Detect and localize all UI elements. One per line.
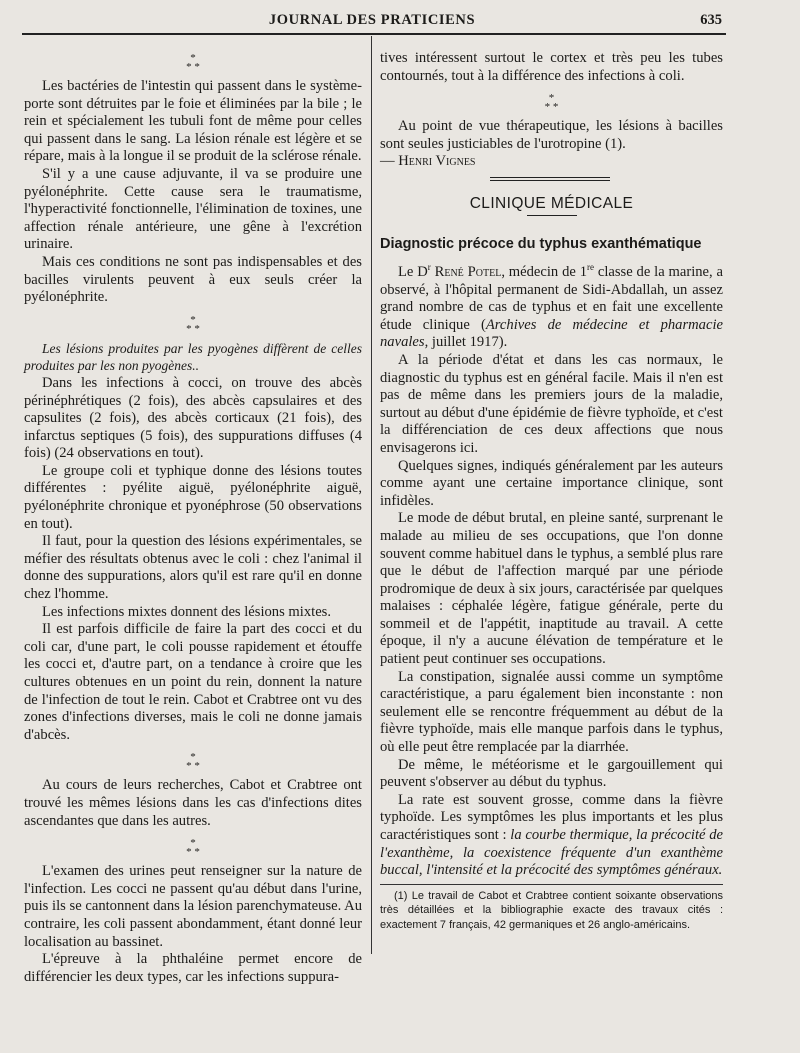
paragraph: A la période d'état et dans les cas normaux, le diagnostic du typhus est en général facile. Mais il n'en est pas de même dans les premiers jours de la maladie, surtout au début d'une épidémie de fièvre typhoïde, et c'est la différenciation de ces deux affections que nous envisagerons ici. (380, 351, 723, 456)
paragraph: Au point de vue thérapeutique, les lésions à bacilles sont seules justiciables de l'urotropine (1). (380, 118, 723, 152)
paragraph: Quelques signes, indiqués généralement par les auteurs comme ayant une certaine importance clinique, sont infidèles. (380, 457, 723, 509)
signature-line: — Henri Vignes (380, 153, 476, 170)
section-rule (527, 215, 577, 216)
paragraph: De même, le météorisme et le gargouillement qui peuvent s'observer au début du typhus. (380, 756, 723, 791)
paragraph: L'examen des urines peut renseigner sur la nature de l'infection. Les cocci ne passent qu'au début dans l'urine, puis ils se cantonnent dans la lésion parenchymateuse. Au contraire, les coli passent abondamment, étant donné leur localisation au bassinet. (24, 863, 362, 950)
italic-paragraph: Les lésions produites par les pyogènes diffèrent de celles produites par les non pyogènes.. (24, 340, 362, 374)
paragraph: Le $D^r$ René Potel, médecin de 1re classe de la marine, a observé, à l'hôpital permanent de Sidi-Abdallah, un assez grand nombre de cas de typhus et en fait une excellente étude clinique (Archives de médecine et pharmacie navales, juillet 1917). (380, 262, 723, 351)
page-header (22, 6, 722, 32)
paragraph: La constipation, signalée aussi comme un symptôme caractéristique, a paru également bien inconstante : non seulement elle se rencontre fréquemment au début de la fièvre typhoïde, mais elle manque parfois dans le typhus, où elle peut être remplacée par la diarrhée. (380, 668, 723, 756)
page-number: 635 (700, 12, 722, 28)
section-title: CLINIQUE MÉDICALE (469, 194, 634, 212)
paragraph: Le groupe coli et typhique donne des lésions toutes différentes : pyélite aiguë, pyélonéphrite aiguë, pyélonéphrite chronique et pyonéphrose (50 observations en tout). (24, 462, 362, 532)
paragraph: tives intéressent surtout le cortex et très peu les tubes contournés, tout à la différence des infections à coli. (380, 50, 723, 84)
paragraph: Dans les infections à cocci, on trouve des abcès périnéphrétiques (2 fois), des abcès capsulaires et des capsulites (2 fois), des abcès corticaux (21 fois), des infarctus septiques (5 fois), des suppurations diffuses (4 fois) (24 observations en tout). (24, 374, 362, 462)
author-signature: Henri Vignes (398, 153, 476, 170)
column-divider (371, 36, 372, 954)
paragraph: Le mode de début brutal, en pleine santé, surprenant le malade au milieu de ses occupations, que l'on donne souvent comme habituel dans le typhus, a semblé plus rare que le début de l'affection marqué par une période prodromique de deux à six jours, caractérisée par quelques malaises : céphalée légère, fatigue générale, perte du sommeil et de l'appétit, inaptitude au travail. A cette époque, il n'y a aucune élévation de température et le patient peut continuer ses occupations. (380, 510, 723, 668)
paragraph: S'il y a une cause adjuvante, il va se produire une pyélonéphrite. Cette cause sera le traumatisme, l'hyperactivité fonctionnelle, l'élimination de toxines, une affection rénale antérieure, une gêne à l'excrétion urinaire. (24, 165, 362, 253)
right-column (380, 50, 723, 932)
left-column (24, 45, 362, 986)
footnote: (1) Le travail de Cabot et Crabtree contient soixante observations très détaillées et la bibliographie exacte des travaux cités : exactement 7 français, 42 germaniques et 26 anglo-américains. (380, 889, 723, 931)
section-stars: * * * (544, 92, 559, 114)
paragraph: L'épreuve à la phthaléine permet encore de différencier les deux types, car les infections suppura- (24, 951, 362, 985)
paragraph: Mais ces conditions ne sont pas indispensables et des bacilles virulents peuvent à eux seuls créer la pyélonéphrite. (24, 253, 362, 306)
paragraph: La rate est souvent grosse, comme dans la fièvre typhoïde. Les symptômes les plus importants et les plus caractéristiques sont : la courbe thermique, la précocité de l'exanthème, la coexistence fréquente d'un exanthème buccal, l'intensité et la précocité des symptômes généraux. (380, 791, 723, 879)
paragraph: Les infections mixtes donnent des lésions mixtes. (42, 603, 331, 620)
paragraph: Au cours de leurs recherches, Cabot et Crabtree ont trouvé les mêmes lésions dans les cas d'infections dites ascendantes que dans les autres. (24, 777, 362, 829)
footnote-rule (380, 884, 723, 885)
paragraph: Il est parfois difficile de faire la part des cocci et du coli car, d'une part, le coli pousse rapidement et étouffe les cocci et, d'autre part, on a tendance à croire que les cultures obtenues en un point du rein, donnent la nature de l'infection de tout le rein. Cabot et Crabtree ont vu des zones d'infections diverses, mais le coli ne donne jamais d'abcès. (24, 621, 362, 743)
section-stars: * * * (186, 837, 200, 859)
paragraph: Il faut, pour la question des lésions expérimentales, se méfier des résultats obtenus avec le coli : chez l'animal il donne des suppurations, alors qu'il est rare qu'il en donne chez l'homme. (24, 533, 362, 603)
section-stars: * * * (186, 52, 200, 73)
section-stars: * * * (186, 751, 200, 773)
header-rule (22, 33, 726, 35)
article-title: Diagnostic précoce du typhus exanthématique (380, 235, 702, 252)
paragraph: Les bactéries de l'intestin qui passent dans le système-porte sont détruites par le foie et éliminées par la bile ; le rein et spécialement les tubuli font de même pour celles qui passent dans le sang. La lésion rénale est légère et se répare, mais à la longue il se produit de la sclérose rénale. (24, 78, 362, 165)
section-stars: * * * (186, 313, 200, 335)
journal-title: JOURNAL DES PRATICIENS (268, 12, 476, 28)
double-rule (490, 177, 610, 181)
